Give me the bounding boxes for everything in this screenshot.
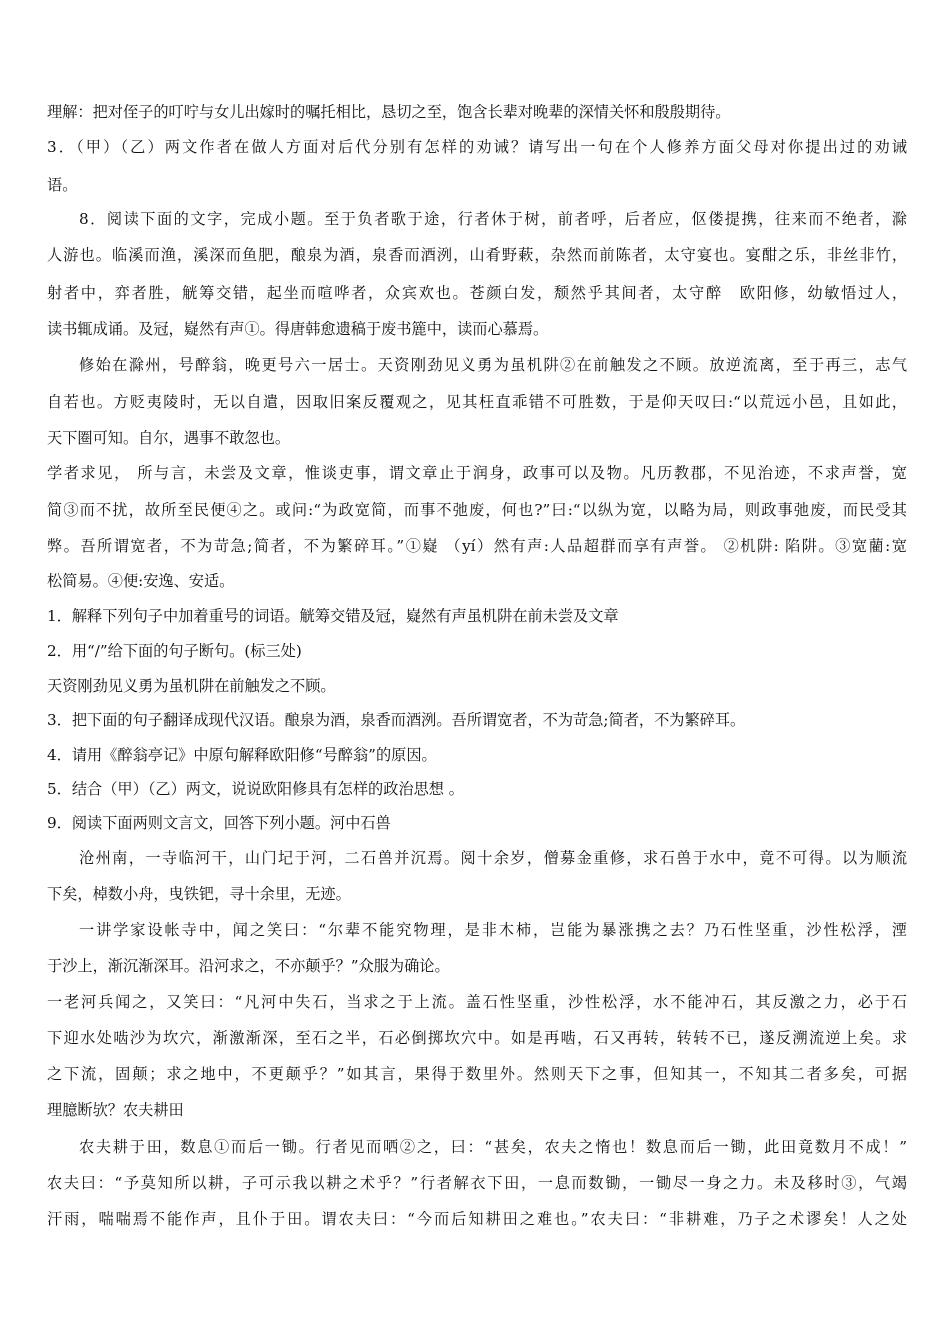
text-line: 射者中，弈者胜，觥筹交错，起坐而喧哗者，众宾欢也。苍颜白发，颓然乎其间者，太守醉 欧阳修，幼敏悟过人， (47, 284, 907, 302)
question-line: 5．结合（甲）（乙）两文，说说欧阳修具有怎样的政治思想 。 (47, 780, 464, 798)
text-line: 理解：把对侄子的叮咛与女儿出嫁时的嘱托相比，恳切之至，饱含长辈对晚辈的深情关怀和殷殷期待。 (47, 103, 731, 121)
text-line: 弊。吾所谓宽者，不为苛急;简者，不为繁碎耳。”①嶷 （yí）然有声:人品超群而享有声誉。 ②机阱: 陷阱。③宽藺:宽 (47, 537, 907, 555)
question-8-heading: 8．阅读下面的文字，完成小题。至于负者歌于途，行者休于树，前者呼，后者应，伛偻提携，往来而不绝者，滁 (79, 210, 907, 228)
question-line: 4．请用《醉翁亭记》中原句解释欧阳修“号醉翁”的原因。 (47, 746, 437, 764)
text-line: 天资刚劲见义勇为虽机阱在前触发之不顾。 (47, 677, 336, 695)
question-line: 3．把下面的句子翻译成现代汉语。酿泉为酒，泉香而酒洌。吾所谓宽者，不为苛急;简者，不为繁碎耳。 (47, 711, 746, 729)
question-line: 1．解释下列句子中加着重号的词语。觥筹交错及冠，嶷然有声虽机阱在前未尝及文章 (47, 607, 619, 625)
text-line: 一讲学家设帐寺中，闻之笑曰：“尔辈不能究物理，是非木柿，岂能为暴涨携之去？乃石性坚重，沙性松浮，湮 (79, 921, 907, 939)
text-line: 修始在滁州，号醉翁，晚更号六一居士。天资刚劲见义勇为虽机阱②在前触发之不顾。放逆流离，至于再三，志气 (79, 356, 907, 374)
text-line: 之下流，固颠；求之地中，不更颠乎？”如其言，果得于数里外。然则天下之事，但知其一，不知其二者多矣，可据 (47, 1065, 907, 1083)
text-line: 语。 (47, 176, 78, 194)
text-line: 一老河兵闻之，又笑曰：“凡河中失石，当求之于上流。盖石性坚重，沙性松浮，水不能冲石，其反激之力，必于石 (47, 993, 907, 1011)
text-line: 天下圈可知。自尔，遇事不敢忽也。 (47, 429, 290, 447)
text-line: 学者求见， 所与言，未尝及文章，惟谈吏事，谓文章止于润身，政事可以及物。凡历教郡，不见治迹，不求声誉，宽 (47, 464, 907, 482)
text-line: 沧州南，一寺临河干，山门圮于河，二石兽并沉焉。阅十余岁，僧募金重修，求石兽于水中，竟不可得。以为顺流 (79, 849, 907, 867)
text-line: 于沙上，渐沉渐深耳。沿河求之，不亦颠乎？”众服为确论。 (47, 957, 450, 975)
text-line: 农夫曰：“予莫知所以耕，子可示我以耕之术乎？”行者解衣下田，一息而数锄，一锄尽一身之力。未及移时③，气竭 (47, 1174, 907, 1192)
text-line: 人游也。临溪而渔，溪深而鱼肥，酿泉为酒，泉香而酒洌，山肴野蔌，杂然而前陈者，太守宴也。宴酣之乐，非丝非竹， (47, 246, 907, 264)
question-9-heading: 9．阅读下面两则文言文，回答下列小题。河中石兽 (47, 814, 391, 832)
text-line: 自若也。方贬夷陵时，无以自遣，因取旧案反覆观之，见其枉直乖错不可胜数，于是仰天叹曰:“以荒远小邑，且如此， (47, 393, 907, 411)
text-line: 下矣，棹数小舟，曳铁钯，寻十余里，无迹。 (47, 885, 351, 903)
text-line: 下迎水处啮沙为坎穴，渐激渐深，至石之半，石必倒掷坎穴中。如是再啮，石又再转，转转不已，遂反溯流逆上矣。求 (47, 1029, 907, 1047)
text-line: 农夫耕于田，数息①而后一锄。行者见而哂②之，曰：“甚矣，农夫之惰也！数息而后一锄，此田竟数月不成！” (79, 1138, 907, 1156)
text-line: 汗雨，喘喘焉不能作声，且仆于田。谓农夫曰：“今而后知耕田之难也。”农夫曰：“非耕难，乃子之术谬矣！人之处 (47, 1210, 907, 1228)
question-line: 2．用“/”给下面的句子断句。(标三处) (47, 642, 302, 660)
text-line: 理臆断欤？农夫耕田 (47, 1101, 184, 1119)
text-line: 读书辄成诵。及冠，嶷然有声①。得唐韩愈遗稿于废书簏中，读而心慕焉。 (47, 320, 549, 338)
text-line: 简③而不扰，故所至民便④之。或问:“为政宽简，而事不弛废，何也?”曰:“以纵为宽，以略为局，则政事弛废，而民受其 (47, 501, 907, 519)
text-line: 松简易。④便:安逸、安适。 (47, 572, 235, 590)
text-line: 3．（甲）（乙）两文作者在做人方面对后代分别有怎样的劝诫？请写出一句在个人修养方面父母对你提出过的劝诫 (47, 138, 907, 156)
